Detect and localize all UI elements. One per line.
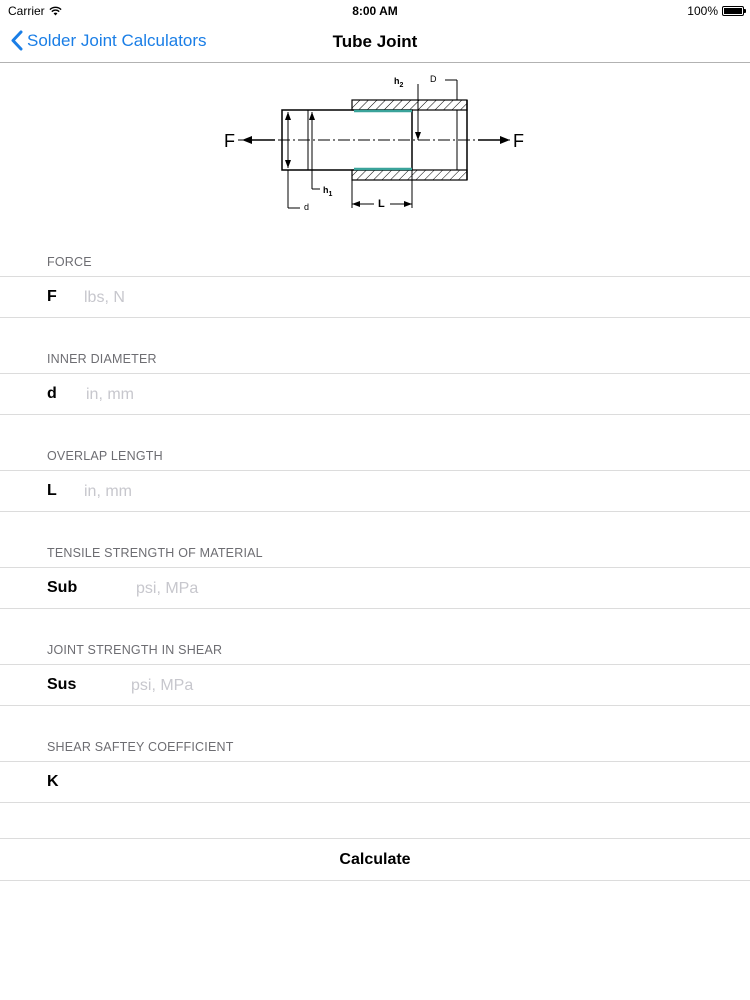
label-d: d [304,202,310,212]
section-header-inner-diameter: INNER DIAMETER [47,352,157,366]
overlap-length-input[interactable] [82,480,486,504]
field-row-tensile-strength [0,567,750,609]
force-input[interactable] [82,286,486,310]
battery-icon [722,6,744,16]
label-h2: $h_2$ [394,76,404,89]
navigation-bar [0,22,750,63]
section-header-joint-shear-strength: JOINT STRENGTH IN SHEAR [47,643,223,657]
back-button-label: Solder Joint Calculators [27,30,207,50]
tensile-strength-input[interactable] [134,577,538,601]
field-row-force [0,276,750,318]
label-L: L [378,198,385,210]
battery-indicator [687,4,744,18]
section-header-shear-safety-coefficient: SHEAR SAFTEY COEFFICIENT [47,740,234,754]
field-label-joint-shear-strength: Sus [47,676,77,693]
carrier-label: Carrier [8,4,45,18]
field-row-shear-safety-coefficient [0,761,750,803]
field-label-inner-diameter: d [47,385,57,402]
inner-diameter-input[interactable] [84,383,488,407]
field-row-joint-shear-strength [0,664,750,706]
shear-safety-coefficient-input[interactable] [82,771,486,795]
label-h1: $h_1$ [323,185,333,198]
field-row-overlap-length [0,470,750,512]
section-header-overlap-length: OVERLAP LENGTH [47,449,163,463]
status-bar [0,0,750,22]
tube-joint-diagram [220,70,530,215]
page-title: Tube Joint [332,32,418,51]
field-label-tensile-strength: Sub [47,579,78,596]
joint-shear-strength-input[interactable] [129,674,533,698]
field-label-overlap-length: L [47,482,57,499]
section-header-force: FORCE [47,255,92,269]
clock: 8:00 AM [352,4,398,18]
battery-percent: 100% [687,4,718,18]
section-header-tensile-strength: TENSILE STRENGTH OF MATERIAL [47,546,263,560]
field-row-inner-diameter [0,373,750,415]
label-force-left: F [224,131,235,151]
label-D: D [430,74,437,84]
field-label-shear-safety-coefficient: K [47,773,59,790]
label-force-right: F [513,131,524,151]
calculate-button[interactable]: Calculate [0,838,750,881]
field-label-force: F [47,288,57,305]
